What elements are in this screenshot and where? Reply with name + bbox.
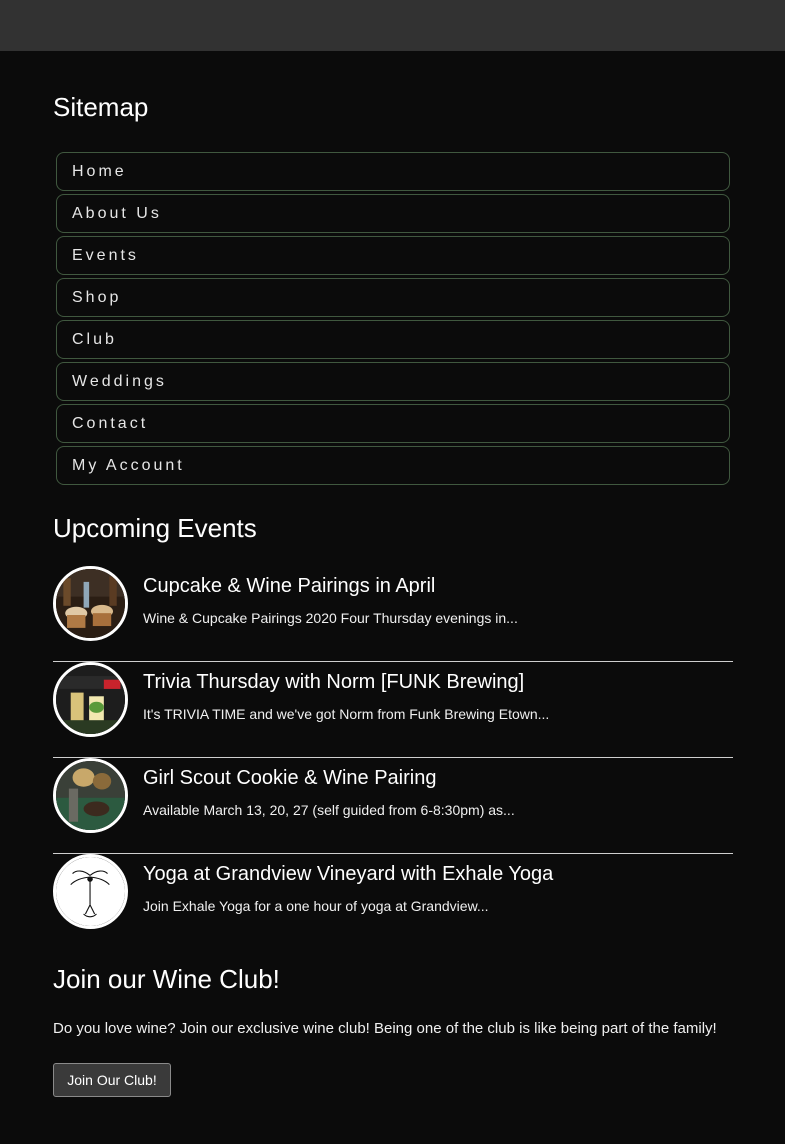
events-title: Upcoming Events xyxy=(53,513,257,543)
sitemap-item-about-us[interactable]: About Us xyxy=(56,194,730,233)
top-bar xyxy=(0,0,785,51)
event-item xyxy=(53,566,733,662)
event-description: Wine & Cupcake Pairings 2020 Four Thursday evenings in... xyxy=(143,610,518,626)
event-item xyxy=(53,758,733,854)
event-title[interactable]: Cupcake & Wine Pairings in April xyxy=(143,575,436,597)
event-description: It's TRIVIA TIME and we've got Norm from Funk Brewing Etown... xyxy=(143,706,550,722)
club-description: Do you love wine? Join our exclusive wine club! Being one of the club is like being part of the family! xyxy=(53,1020,717,1037)
event-item xyxy=(53,662,733,758)
event-thumbnail-cookies[interactable] xyxy=(53,758,128,833)
event-thumbnail-cupcakes[interactable] xyxy=(53,566,128,641)
event-thumbnail-trivia[interactable] xyxy=(53,662,128,737)
event-thumbnail-yoga[interactable] xyxy=(53,854,128,929)
sitemap-item-events[interactable]: Events xyxy=(56,236,730,275)
sitemap-nav xyxy=(56,152,730,488)
sitemap-item-shop[interactable]: Shop xyxy=(56,278,730,317)
event-item xyxy=(53,854,733,950)
sitemap-item-weddings[interactable]: Weddings xyxy=(56,362,730,401)
event-description: Available March 13, 20, 27 (self guided from 6-8:30pm) as... xyxy=(143,802,515,818)
sitemap-item-club[interactable]: Club xyxy=(56,320,730,359)
event-description: Join Exhale Yoga for a one hour of yoga at Grandview... xyxy=(143,898,489,914)
join-club-button[interactable]: Join Our Club! xyxy=(53,1063,171,1097)
event-title[interactable]: Trivia Thursday with Norm [FUNK Brewing] xyxy=(143,671,525,693)
events-list xyxy=(53,566,733,950)
event-title[interactable]: Yoga at Grandview Vineyard with Exhale Yoga xyxy=(143,863,554,885)
event-title[interactable]: Girl Scout Cookie & Wine Pairing xyxy=(143,767,437,789)
sitemap-item-contact[interactable]: Contact xyxy=(56,404,730,443)
sitemap-item-home[interactable]: Home xyxy=(56,152,730,191)
club-title: Join our Wine Club! xyxy=(53,964,280,994)
sitemap-title: Sitemap xyxy=(53,92,149,122)
sitemap-item-my-account[interactable]: My Account xyxy=(56,446,730,485)
